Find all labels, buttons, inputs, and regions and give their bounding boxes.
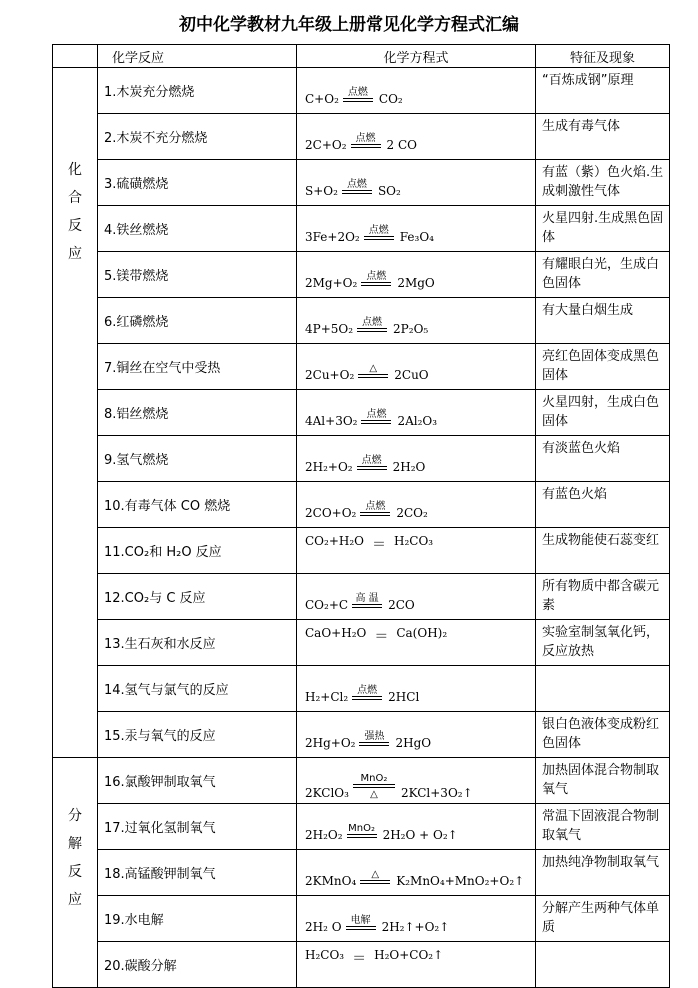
condition-label: 强热 [364, 731, 385, 742]
equation-cell [297, 574, 536, 620]
reaction-name: 14.氢气与氯气的反应 [98, 666, 297, 712]
feature-description: 分解产生两种气体单质 [536, 896, 670, 942]
equation-products: 2MgO [397, 276, 435, 290]
reaction-condition [357, 317, 387, 336]
equation-reactants: CO₂+C [305, 598, 349, 612]
feature-description: 亮红色固体变成黑色固体 [536, 344, 670, 390]
condition-label: △ [369, 363, 378, 374]
reaction-condition [351, 133, 381, 152]
equation-reactants: 2C+O₂ [305, 138, 347, 152]
equation-products: 2H₂O + O₂↑ [382, 828, 458, 842]
equation-products: 2CO₂ [396, 506, 428, 520]
equation-reactants: H₂CO₃ [305, 947, 345, 962]
equation-cell [297, 850, 536, 896]
feature-description: 生成有毒气体 [536, 114, 670, 160]
equation-products: 2CO [388, 598, 415, 612]
equation-products: K₂MnO₄+MnO₂+O₂↑ [396, 874, 525, 888]
equals-bar [346, 926, 376, 930]
equation-products: 2H₂↑+O₂↑ [381, 920, 450, 934]
reaction-name: 15.汞与氧气的反应 [98, 712, 297, 758]
equation-products: SO₂ [377, 184, 401, 198]
equals-bar [359, 742, 389, 746]
feature-description: 实验室制氢氧化钙，反应放热 [536, 620, 670, 666]
feature-description: 银白色液体变成粉红色固体 [536, 712, 670, 758]
table-row [53, 68, 670, 114]
equals-sign: ＝ [374, 628, 389, 645]
equation-reactants: 2Mg+O₂ [305, 276, 358, 290]
equation-reactants: CO₂+H₂O [305, 533, 364, 548]
equation-products: H₂O+CO₂↑ [374, 947, 444, 962]
equals-bar [352, 696, 382, 700]
reaction-name: 18.高锰酸钾制氧气 [98, 850, 297, 896]
equation-cell [297, 666, 536, 712]
condition-label: 点燃 [347, 87, 368, 98]
equation-products: H₂CO₃ [394, 533, 434, 548]
equation-cell [297, 482, 536, 528]
equation-cell [297, 620, 536, 666]
table-row [53, 436, 670, 482]
condition-label: 点燃 [362, 317, 383, 328]
feature-description: 有蓝（紫）色火焰.生成刺激性气体 [536, 160, 670, 206]
condition-label: 点燃 [361, 455, 382, 466]
table-row [53, 206, 670, 252]
condition-label: △ [371, 869, 380, 880]
equation-products: 2HgO [395, 736, 432, 750]
header-equation: 化学方程式 [297, 45, 536, 68]
equals-bar [347, 834, 377, 838]
equation-reactants: 2KClO₃ [305, 786, 349, 800]
category-combination: 化 合 反 应 [53, 68, 98, 758]
reaction-name: 8.铝丝燃烧 [98, 390, 297, 436]
equation-reactants: H₂+Cl₂ [305, 690, 349, 704]
reaction-condition [360, 501, 390, 520]
table-row [53, 804, 670, 850]
equation-products: Ca(OH)₂ [396, 625, 448, 640]
table-row [53, 942, 670, 988]
condition-label: 点燃 [366, 409, 387, 420]
equation-cell [297, 942, 536, 988]
equals-bar [360, 880, 390, 884]
condition-label: 点燃 [368, 225, 389, 236]
equation-reactants: 2Cu+O₂ [305, 368, 355, 382]
equation-cell [297, 896, 536, 942]
equation-cell [297, 252, 536, 298]
reaction-name: 5.镁带燃烧 [98, 252, 297, 298]
reaction-condition [361, 409, 391, 428]
equation-products: 2H₂O [392, 460, 426, 474]
table-row [53, 620, 670, 666]
condition-label: 点燃 [355, 133, 376, 144]
feature-description: 加热固体混合物制取氧气 [536, 758, 670, 804]
equation-products: 2KCl+3O₂↑ [400, 786, 473, 800]
reaction-condition [352, 685, 382, 704]
header-feature: 特征及现象 [536, 45, 670, 68]
reaction-name: 11.CO₂和 H₂O 反应 [98, 528, 297, 574]
equation-cell [297, 68, 536, 114]
feature-description: 火星四射.生成黑色固体 [536, 206, 670, 252]
condition-label: 高 温 [355, 593, 379, 604]
condition-label: MnO₂ [348, 823, 375, 834]
page-title: 初中化学教材九年级上册常见化学方程式汇编 [179, 15, 519, 35]
condition-label: 电解 [350, 915, 371, 926]
equation-reactants: 2KMnO₄ [305, 874, 357, 888]
equation-products: 2HCl [388, 690, 420, 704]
feature-description: 常温下固液混合物制取氧气 [536, 804, 670, 850]
table-row [53, 758, 670, 804]
equations-table [52, 44, 670, 988]
reaction-condition [352, 593, 382, 612]
equals-bar [351, 144, 381, 148]
equation-reactants: C+O₂ [305, 92, 339, 106]
equation-cell [297, 528, 536, 574]
header-category [53, 45, 98, 68]
reaction-condition [342, 179, 372, 198]
reaction-condition [360, 869, 390, 888]
feature-description: 所有物质中都含碳元素 [536, 574, 670, 620]
equation-products: 2P₂O₅ [393, 322, 429, 336]
equation-reactants: 2Hg+O₂ [305, 736, 356, 750]
reaction-condition [346, 915, 376, 934]
equation-reactants: 2CO+O₂ [305, 506, 357, 520]
reaction-name: 2.木炭不充分燃烧 [98, 114, 297, 160]
equation-reactants: S+O₂ [305, 184, 338, 198]
equation-reactants: 2H₂+O₂ [305, 460, 353, 474]
equation-products: 2CuO [394, 368, 429, 382]
equals-bar [357, 328, 387, 332]
table-row [53, 390, 670, 436]
reaction-name: 6.红磷燃烧 [98, 298, 297, 344]
equation-cell [297, 712, 536, 758]
reaction-name: 17.过氧化氢制氧气 [98, 804, 297, 850]
table-row [53, 574, 670, 620]
reaction-condition [364, 225, 394, 244]
reaction-condition [359, 731, 389, 750]
table-row [53, 160, 670, 206]
feature-description: 有耀眼白光，生成白色固体 [536, 252, 670, 298]
reaction-name: 12.CO₂与 C 反应 [98, 574, 297, 620]
equation-cell [297, 206, 536, 252]
feature-description: 加热纯净物制取氧气 [536, 850, 670, 896]
equals-bar [353, 784, 395, 788]
condition-below-label: △ [370, 789, 378, 800]
equation-products: CO₂ [378, 92, 403, 106]
table-row [53, 344, 670, 390]
equals-bar [364, 236, 394, 240]
table-row [53, 298, 670, 344]
reaction-condition [357, 455, 387, 474]
reaction-name: 20.碳酸分解 [98, 942, 297, 988]
reaction-name: 10.有毒气体 CO 燃烧 [98, 482, 297, 528]
equation-cell [297, 436, 536, 482]
equals-bar [361, 420, 391, 424]
equals-bar [357, 466, 387, 470]
equation-reactants: 2H₂O₂ [305, 828, 343, 842]
equals-sign: ＝ [372, 536, 386, 553]
equation-reactants: CaO+H₂O [305, 625, 367, 640]
equals-bar [360, 512, 390, 516]
condition-label: 点燃 [357, 685, 378, 696]
reaction-name: 13.生石灰和水反应 [98, 620, 297, 666]
reaction-condition [358, 363, 388, 382]
reaction-name: 1.木炭充分燃烧 [98, 68, 297, 114]
equals-bar [343, 98, 373, 102]
equation-cell [297, 804, 536, 850]
equation-cell [297, 758, 536, 804]
equation-cell [297, 344, 536, 390]
equation-cell [297, 160, 536, 206]
reaction-condition [361, 271, 391, 290]
equals-bar [358, 374, 388, 378]
table-row [53, 482, 670, 528]
feature-description: 生成物能使石蕊变红 [536, 528, 670, 574]
header-row [53, 45, 670, 68]
reaction-condition [343, 87, 373, 106]
equation-cell [297, 114, 536, 160]
table-row [53, 896, 670, 942]
feature-description: 火星四射，生成白色固体 [536, 390, 670, 436]
equation-reactants: 2H₂ O [305, 920, 342, 934]
table-row [53, 114, 670, 160]
table-row [53, 712, 670, 758]
feature-description [536, 666, 670, 712]
table-row [53, 252, 670, 298]
feature-description [536, 942, 670, 988]
equation-reactants: 3Fe+2O₂ [305, 230, 360, 244]
equals-bar [361, 282, 391, 286]
reaction-name: 4.铁丝燃烧 [98, 206, 297, 252]
equation-reactants: 4Al+3O₂ [305, 414, 358, 428]
condition-label: 点燃 [346, 179, 367, 190]
reaction-condition [353, 773, 395, 800]
feature-description: 有蓝色火焰 [536, 482, 670, 528]
table-row [53, 850, 670, 896]
category-decomposition: 分 解 反 应 [53, 758, 98, 988]
feature-description: 有淡蓝色火焰 [536, 436, 670, 482]
feature-description: “百炼成钢”原理 [536, 68, 670, 114]
equation-cell [297, 298, 536, 344]
reaction-name: 7.铜丝在空气中受热 [98, 344, 297, 390]
reaction-name: 3.硫磺燃烧 [98, 160, 297, 206]
condition-label: 点燃 [365, 501, 386, 512]
equals-sign: ＝ [352, 950, 367, 967]
condition-label: 点燃 [366, 271, 387, 282]
reaction-name: 19.水电解 [98, 896, 297, 942]
table-row [53, 666, 670, 712]
table-row [53, 528, 670, 574]
header-reaction: 化学反应 [98, 45, 297, 68]
equals-bar [342, 190, 372, 194]
feature-description: 有大量白烟生成 [536, 298, 670, 344]
reaction-name: 9.氢气燃烧 [98, 436, 297, 482]
equals-bar [352, 604, 382, 608]
equation-products: Fe₃O₄ [399, 230, 434, 244]
equation-reactants: 4P+5O₂ [305, 322, 354, 336]
condition-label: MnO₂ [360, 773, 388, 784]
equation-products: 2Al₂O₃ [397, 414, 438, 428]
reaction-name: 16.氯酸钾制取氧气 [98, 758, 297, 804]
reaction-condition [347, 823, 377, 842]
equation-cell [297, 390, 536, 436]
equation-products: 2 CO [386, 138, 417, 152]
